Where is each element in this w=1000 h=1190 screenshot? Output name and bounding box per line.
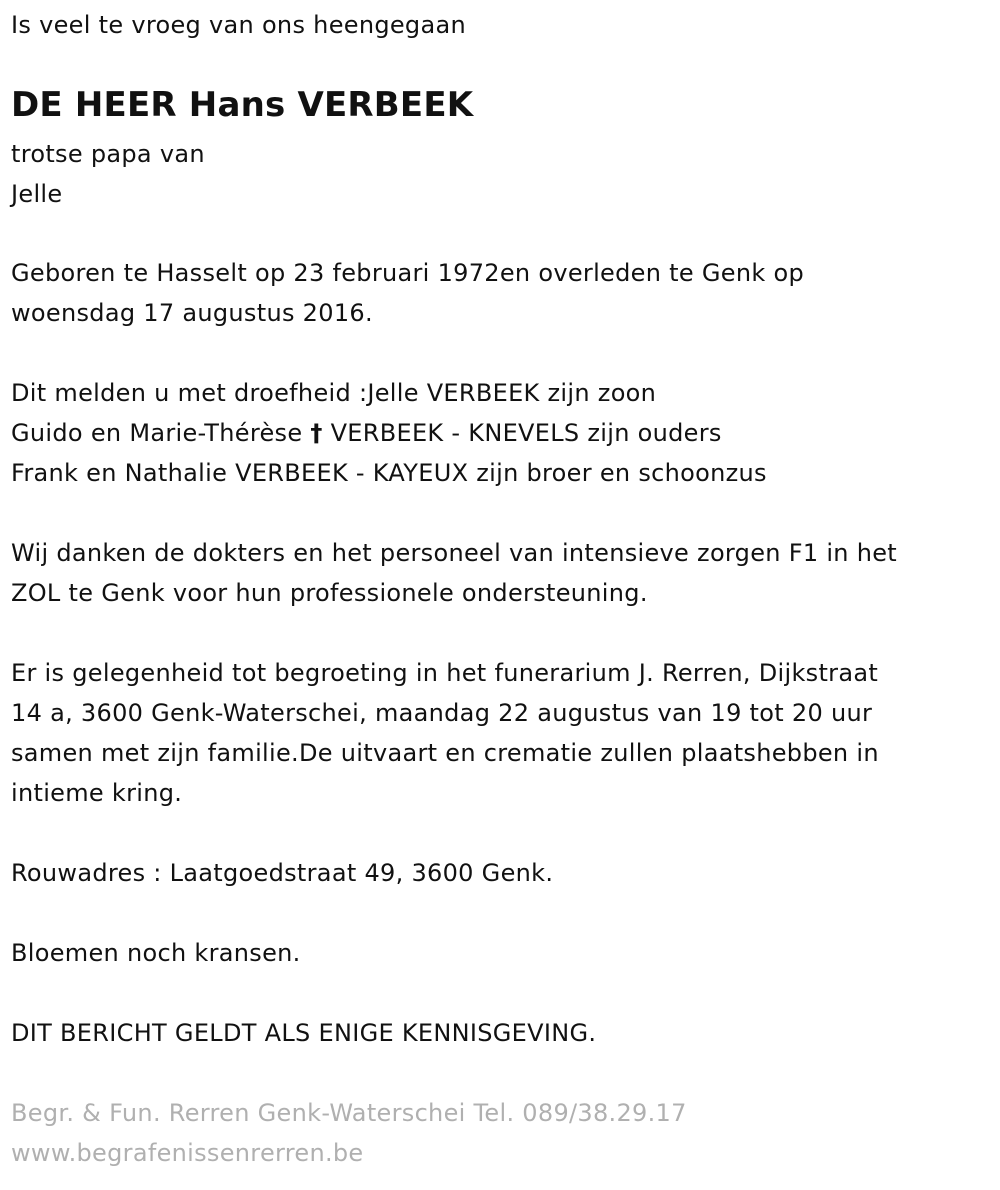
thanks-line-1: Wij danken de dokters en het personeel van intensieve zorgen F1 in het [11,539,898,567]
announcers-line-2-end: VERBEEK - KNEVELS zijn ouders [322,419,722,447]
visitation-line-1: Er is gelegenheid tot begroeting in het funerarium J. Rerren, Dijkstraat [11,659,879,687]
birth-death-line-1: Geboren te Hasselt op 23 februari 1972en overleden te Genk op [11,259,804,287]
announcers-line-1: Dit melden u met droefheid :Jelle VERBEEK zijn zoon [11,379,657,407]
funeral-home-website: www.begrafenissenrerren.be [11,1139,364,1167]
relation-line-2: Jelle [11,180,63,208]
announcers-line-2 [11,413,722,453]
thanks-line-2: ZOL te Genk voor hun professionele ondersteuning. [11,579,648,607]
official-notice: DIT BERICHT GELDT ALS ENIGE KENNISGEVING. [11,1019,597,1047]
visitation-line-4: intieme kring. [11,779,183,807]
announcers-line-3: Frank en Nathalie VERBEEK - KAYEUX zijn broer en schoonzus [11,459,767,487]
flowers-note: Bloemen noch kransen. [11,939,301,967]
mourning-address: Rouwadres : Laatgoedstraat 49, 3600 Genk. [11,859,554,887]
relation-line-1: trotse papa van [11,140,205,168]
visitation-line-2: 14 a, 3600 Genk-Waterschei, maandag 22 augustus van 19 tot 20 uur [11,699,873,727]
visitation-line-3: samen met zijn familie.De uitvaart en crematie zullen plaatshebben in [11,739,879,767]
cross-icon: † [310,419,323,447]
deceased-name-title: DE HEER Hans VERBEEK [11,85,474,125]
intro-text: Is veel te vroeg van ons heengegaan [11,11,466,39]
funeral-home-contact: Begr. & Fun. Rerren Genk-Waterschei Tel. 089/38.29.17 [11,1099,687,1127]
announcers-line-2-start: Guido en Marie-Thérèse [11,419,311,447]
birth-death-line-2: woensdag 17 augustus 2016. [11,299,373,327]
